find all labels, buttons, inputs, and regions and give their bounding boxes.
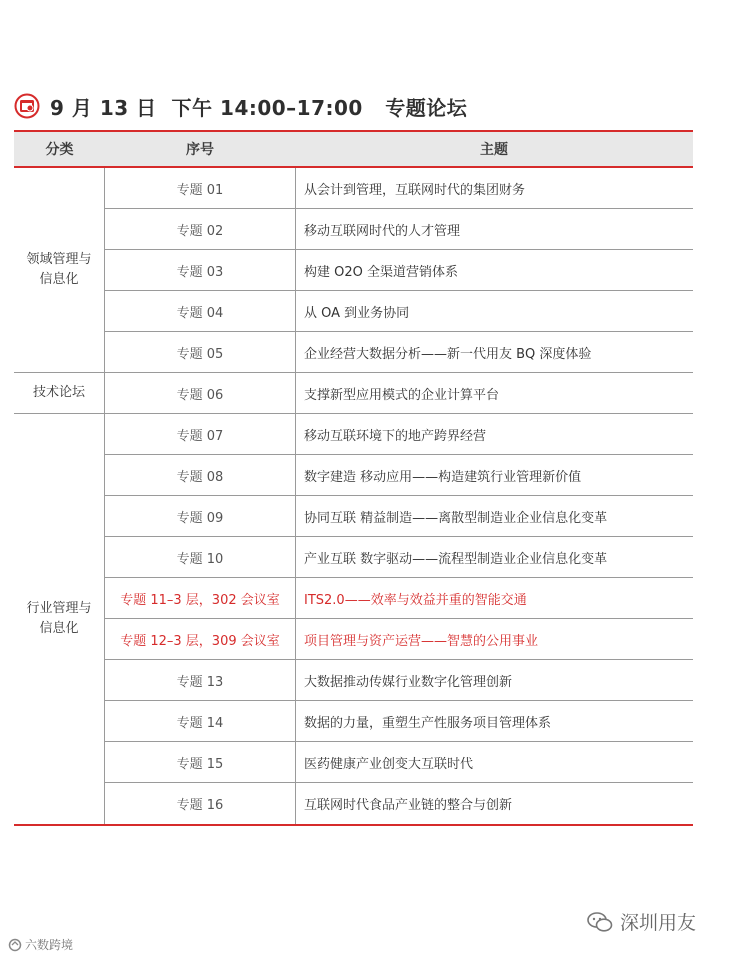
category-cell: 技术论坛 bbox=[14, 373, 104, 414]
table-row bbox=[105, 660, 693, 701]
topic-cell: 数据的力量，重塑生产性服务项目管理体系 bbox=[304, 715, 552, 731]
topic-cell: 从 OA 到业务协同 bbox=[304, 305, 410, 321]
topic-cell: 互联网时代食品产业链的整合与创新 bbox=[304, 798, 513, 813]
sequence-cell: 专题 01 bbox=[105, 168, 296, 208]
topic-cell: 产业互联 数字驱动——流程型制造业企业信息化变革 bbox=[304, 551, 608, 567]
wechat-icon bbox=[586, 910, 614, 934]
topic-cell: 从会计到管理，互联网时代的集团财务 bbox=[304, 182, 526, 198]
topic-cell: 大数据推动传媒行业数字化管理创新 bbox=[304, 674, 513, 690]
header-category: 分类 bbox=[45, 142, 74, 158]
topic-cell: 企业经营大数据分析——新一代用友 BQ 深度体验 bbox=[304, 346, 592, 362]
table-row bbox=[105, 701, 693, 742]
logo-icon bbox=[8, 938, 22, 952]
topic-cell: 构建 O2O 全渠道营销体系 bbox=[304, 264, 459, 280]
table-row bbox=[105, 332, 693, 373]
table-row bbox=[105, 496, 693, 537]
sequence-cell: 专题 02 bbox=[105, 209, 296, 249]
header-topic: 主题 bbox=[480, 142, 508, 158]
table-row bbox=[105, 578, 693, 619]
right-watermark bbox=[586, 908, 696, 935]
category-column bbox=[14, 168, 105, 824]
left-watermark-text: 六数跨境 bbox=[25, 938, 74, 952]
sequence-cell: 专题 14 bbox=[105, 701, 296, 741]
table-body bbox=[14, 168, 693, 826]
table-row bbox=[105, 250, 693, 291]
topic-cell: 支撑新型应用模式的企业计算平台 bbox=[304, 387, 500, 403]
sequence-cell: 专题 04 bbox=[105, 291, 296, 331]
sequence-cell: 专题 16 bbox=[105, 783, 296, 824]
left-watermark bbox=[8, 936, 73, 953]
topic-cell: 移动互联环境下的地产跨界经营 bbox=[304, 428, 487, 444]
table-row bbox=[105, 537, 693, 578]
sequence-cell: 专题 09 bbox=[105, 496, 296, 536]
right-watermark-text: 深圳用友 bbox=[620, 912, 697, 934]
table-row bbox=[105, 414, 693, 455]
header-sequence: 序号 bbox=[186, 142, 214, 158]
sequence-cell: 专题 15 bbox=[105, 742, 296, 782]
table-row bbox=[105, 619, 693, 660]
topic-cell: 医药健康产业创变大互联时代 bbox=[304, 756, 474, 772]
page-title: 9 月 13 日 下午 14:00–17:00 专题论坛 bbox=[50, 95, 468, 120]
topic-cell: 协同互联 精益制造——离散型制造业企业信息化变革 bbox=[304, 510, 608, 526]
topic-cell: 项目管理与资产运营——智慧的公用事业 bbox=[304, 633, 539, 649]
sequence-cell: 专题 11–3 层，302 会议室 bbox=[105, 578, 296, 618]
sequence-cell: 专题 07 bbox=[105, 414, 296, 454]
category-cell: 领域管理与 信息化 bbox=[14, 168, 104, 373]
table-header-row bbox=[14, 132, 693, 168]
schedule-table bbox=[14, 130, 693, 826]
sequence-cell: 专题 13 bbox=[105, 660, 296, 700]
rows-column bbox=[105, 168, 693, 824]
topic-cell: 数字建造 移动应用——构造建筑行业管理新价值 bbox=[304, 469, 582, 485]
table-row bbox=[105, 168, 693, 209]
category-cell: 行业管理与 信息化 bbox=[26, 601, 92, 636]
topic-cell: ITS2.0——效率与效益并重的智能交通 bbox=[304, 592, 527, 608]
table-row bbox=[105, 209, 693, 250]
sequence-cell: 专题 03 bbox=[105, 250, 296, 290]
sequence-cell: 专题 08 bbox=[105, 455, 296, 495]
session-header bbox=[14, 90, 467, 122]
clock-calendar-icon bbox=[14, 93, 40, 119]
table-row bbox=[105, 742, 693, 783]
sequence-cell: 专题 12–3 层，309 会议室 bbox=[105, 619, 296, 659]
sequence-cell: 专题 05 bbox=[105, 332, 296, 372]
table-row bbox=[105, 373, 693, 414]
table-row bbox=[105, 455, 693, 496]
sequence-cell: 专题 10 bbox=[105, 537, 296, 577]
sequence-cell: 专题 06 bbox=[105, 373, 296, 413]
topic-cell: 移动互联网时代的人才管理 bbox=[304, 223, 461, 239]
table-row bbox=[105, 783, 693, 824]
table-row bbox=[105, 291, 693, 332]
